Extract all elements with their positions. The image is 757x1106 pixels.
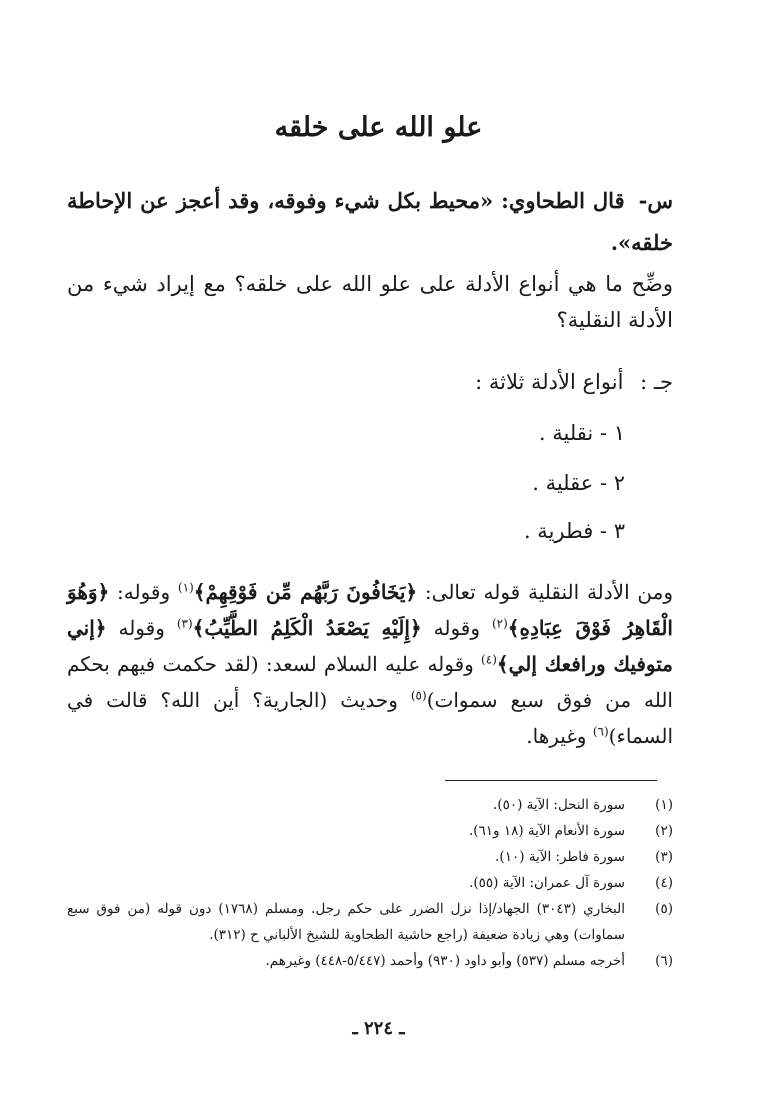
answer-paragraph — [67, 364, 673, 400]
footnote-ref: (١) — [177, 580, 194, 595]
footnote-item — [67, 870, 673, 896]
footnote-number: (٦) — [655, 953, 673, 969]
footnote-item — [67, 792, 673, 818]
clarification-paragraph: وضِّح ما هي أنواع الأدلة على علو الله على خلقه؟ مع إيراد شيء من الأدلة النقلية؟ — [67, 272, 673, 332]
footnote-text: سورة آل عمران: الآية (٥٥). — [469, 875, 625, 891]
page-number: ـ ٢٢٤ ـ — [352, 1018, 405, 1039]
connector-text: وقوله: — [109, 580, 178, 604]
question-prefix: س- — [638, 188, 674, 213]
footnote-item — [67, 844, 673, 870]
footnote-text: أخرجه مسلم (٥٣٧) وأبو داود (٩٣٠) وأحمد (٥/٤٤٧-٤٤٨) وغيرهم. — [265, 953, 625, 969]
evidence-type-item: ١ - نقلية . — [538, 421, 625, 445]
question-paragraph — [67, 180, 673, 264]
connector-text: وقوله — [106, 616, 177, 640]
answer-prefix: جـ : — [640, 370, 673, 394]
footnote-item — [67, 896, 673, 948]
hadith-text: وقوله عليه السلام لسعد: (لقد حكمت فيهم بحكم الله من فوق سبع سموات) — [67, 652, 673, 712]
quran-verse: ﴿يَخَافُونَ رَبَّهُم مِّن فَوْقِهِمْ﴾ — [193, 580, 418, 604]
footnote-text: سورة الأنعام الآية (١٨ و٦١). — [468, 823, 625, 839]
answer-text: أنواع الأدلة ثلاثة : — [475, 370, 624, 394]
footnote-number: (٥) — [655, 901, 673, 917]
closing-text: وغيرها. — [526, 724, 593, 748]
evidence-intro: ومن الأدلة النقلية قوله تعالى: — [417, 580, 673, 604]
footnote-number: (٣) — [655, 849, 673, 865]
footnote-number: (٢) — [655, 823, 673, 839]
footnote-number: (١) — [655, 797, 673, 813]
evidence-paragraph — [67, 574, 673, 754]
footnote-ref: (٢) — [491, 616, 508, 631]
footnotes-list — [67, 792, 673, 974]
footnote-divider — [445, 780, 657, 781]
footnote-text: سورة النحل: الآية (٥٠). — [493, 797, 625, 813]
footnote-item — [67, 818, 673, 844]
footnote-number: (٤) — [655, 875, 673, 891]
quran-verse: ﴿إني متوفيك ورافعك إلي﴾ — [67, 616, 674, 676]
footnote-ref: (٤) — [481, 652, 497, 667]
footnote-item — [67, 948, 673, 974]
evidence-type-item: ٣ - فطرية . — [523, 519, 625, 543]
footnote-text: البخاري (٣٠٤٣) الجهاد/إذا نزل الضرر على حكم رجل. ومسلم (١٧٦٨) دون قوله (من فوق سبع سماوات) وهي زيادة ضعيفة (راجع حاشية الطحاوية للشيخ الألباني ح (٣١٢). — [67, 901, 625, 943]
hadith-text: وحديث (الجارية؟ أين الله؟ قالت في السماء) — [67, 688, 673, 748]
footnote-text: سورة فاطر: الآية (١٠). — [495, 849, 625, 865]
evidence-type-item: ٢ - عقلية . — [532, 471, 625, 495]
footnote-ref: (٥) — [410, 688, 427, 703]
quran-verse: ﴿وَهُوَ الْقَاهِرُ فَوْقَ عِبَادِهِ﴾ — [67, 580, 673, 640]
connector-text: وقوله — [421, 616, 492, 640]
page-title: علو الله على خلقه — [274, 112, 483, 143]
quran-verse: ﴿إِلَيْهِ يَصْعَدُ الْكَلِمُ الطَّيِّبُ﴾ — [192, 616, 422, 640]
footnote-ref: (٣) — [176, 616, 193, 631]
question-text: قال الطحاوي: «محيط بكل شيء وفوقه، وقد أعجز عن الإحاطة خلقه». — [67, 188, 673, 255]
footnote-ref: (٦) — [592, 724, 609, 739]
